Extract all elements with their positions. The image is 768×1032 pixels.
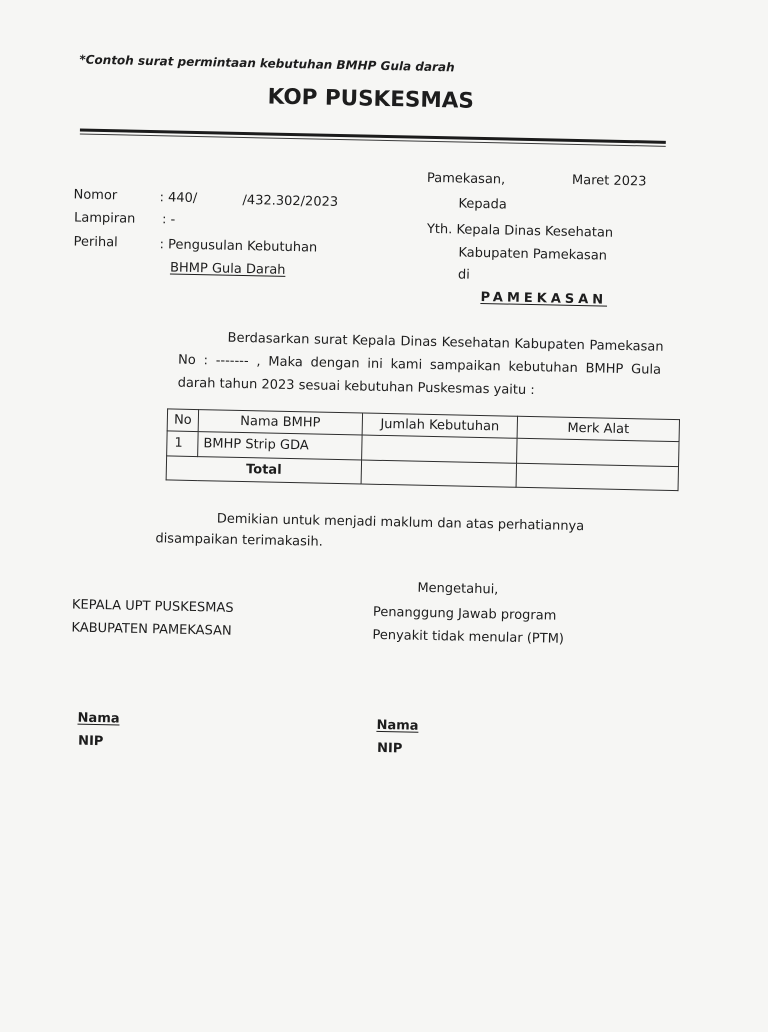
signature-right-title-2: Penyakit tidak menular (PTM): [372, 627, 565, 647]
closing-line-1: Demikian untuk menjadi maklum dan atas perhatiannya: [216, 511, 585, 535]
paragraph-line-2: No : ------- , Maka dengan ini kami sampaikan kebutuhan BMHP Gula: [177, 352, 662, 378]
signature-right-title-1: Penanggung Jawab program: [372, 604, 557, 624]
signature-left-title-1: KEPALA UPT PUSKESMAS: [71, 597, 234, 616]
recipient-city: PAMEKASAN: [480, 289, 608, 308]
paragraph-line-1: Berdasarkan surat Kepala Dinas Kesehatan Kabupaten Pamekasan: [227, 330, 664, 355]
signature-right-heading: Mengetahui,: [417, 580, 499, 598]
table-total-jumlah: [361, 460, 516, 487]
lampiran-label: Lampiran: [73, 210, 136, 227]
signature-right-nip: NIP: [376, 740, 403, 757]
letterhead-title: KOP PUSKESMAS: [267, 84, 475, 114]
table-cell-no: 1: [167, 431, 199, 457]
recipient-line-2: Kabupaten Pamekasan: [458, 245, 608, 264]
table-header-nama: Nama BMHP: [198, 410, 362, 435]
table-cell-merk: [517, 438, 679, 466]
header-note: *Contoh surat permintaan kebutuhan BMHP Gula darah: [79, 52, 455, 75]
needs-table: [166, 408, 680, 491]
perihal-label: Perihal: [73, 234, 118, 251]
table-cell-jumlah: [362, 435, 517, 463]
table-header-jumlah: Jumlah Kebutuhan: [362, 413, 517, 438]
table-cell-nama: BMHP Strip GDA: [198, 432, 362, 460]
signature-right-name: Nama: [376, 717, 419, 734]
recipient-kepada: Kepada: [458, 196, 507, 213]
table-header-no: No: [167, 409, 198, 432]
paragraph-line-3: darah tahun 2023 sesuai kebutuhan Puskesmas yaitu :: [177, 375, 535, 399]
signature-left-name: Nama: [77, 710, 120, 727]
table-total-label: Total: [166, 456, 361, 484]
perihal-value: : Pengusulan Kebutuhan: [159, 237, 318, 256]
table-header-merk: Merk Alat: [517, 416, 679, 441]
letter-place: Pamekasan,: [426, 170, 506, 188]
nomor-label: Nomor: [73, 187, 118, 204]
lampiran-value: : -: [161, 212, 176, 228]
closing-line-2: disampaikan terimakasih.: [155, 531, 323, 550]
nomor-value: : 440/: [159, 190, 198, 207]
signature-left-title-2: KABUPATEN PAMEKASAN: [71, 620, 232, 639]
perihal-value-2: BHMP Gula Darah: [169, 260, 286, 278]
table-total-merk: [516, 463, 678, 490]
letter-date: Maret 2023: [571, 172, 647, 190]
recipient-line-1: Yth. Kepala Dinas Kesehatan: [426, 221, 614, 241]
nomor-suffix: /432.302/2023: [242, 192, 339, 210]
signature-left-nip: NIP: [77, 733, 104, 750]
letterhead-rule: [80, 129, 666, 148]
recipient-line-3: di: [457, 267, 471, 283]
